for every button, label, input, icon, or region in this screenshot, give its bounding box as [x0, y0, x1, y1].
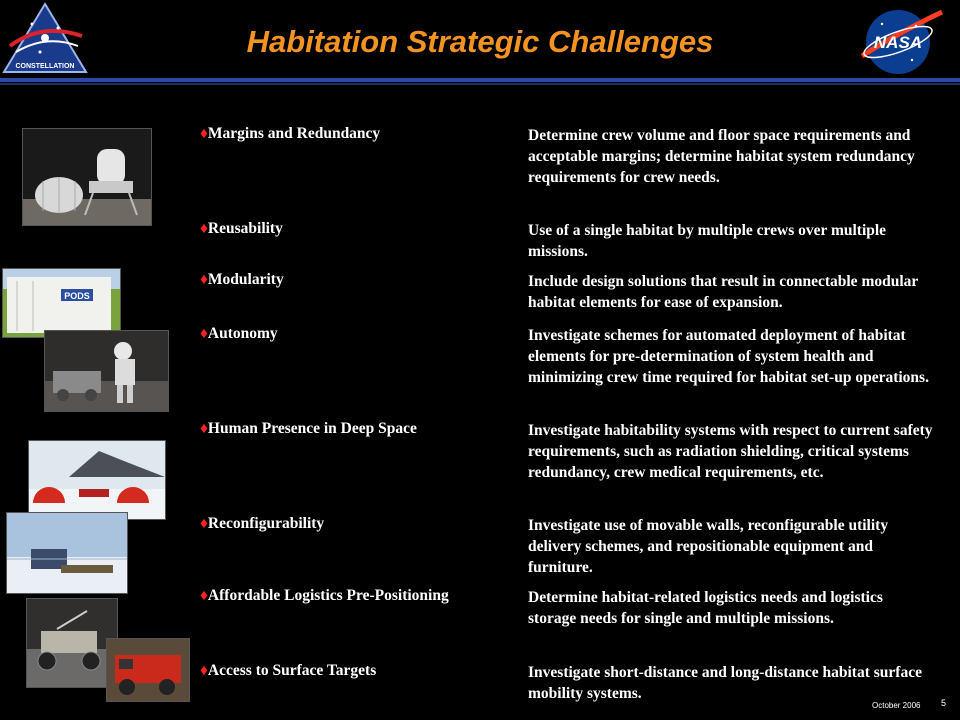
challenge-label	[200, 515, 324, 533]
diamond-bullet-icon: ♦	[200, 587, 208, 604]
photo-antarctic-red-domes	[28, 440, 166, 520]
challenge-label-text: Access to Surface Targets	[207, 662, 377, 679]
photo-lunar-rover	[26, 598, 118, 688]
diamond-bullet-icon: ♦	[200, 662, 208, 679]
challenge-label	[200, 662, 376, 680]
challenge-label	[200, 420, 417, 438]
challenge-label	[200, 325, 278, 343]
challenge-label	[200, 125, 380, 143]
challenge-label-text: Human Presence in Deep Space	[207, 420, 417, 437]
challenge-label	[200, 587, 449, 605]
photo-polar-station	[6, 512, 128, 594]
diamond-bullet-icon: ♦	[200, 271, 208, 288]
challenge-label-text: Modularity	[207, 271, 284, 288]
challenge-label-text: Affordable Logistics Pre-Positioning	[207, 587, 449, 604]
page-number: 5	[941, 698, 947, 708]
challenge-description: Investigate use of movable walls, reconfigurable utility delivery schemes, and repositionable equipment and furniture.	[528, 517, 889, 576]
challenge-description: Use of a single habitat by multiple crews over multiple missions.	[528, 222, 887, 260]
challenge-description: Determine crew volume and floor space requirements and acceptable margins; determine habitat system redundancy requirements for crew needs.	[528, 127, 915, 186]
nasa-logo-text: NASA	[873, 33, 923, 52]
diamond-bullet-icon: ♦	[200, 125, 208, 142]
challenge-description: Include design solutions that result in connectable modular habitat elements for ease of expansion.	[528, 273, 918, 311]
photo-red-vehicle	[106, 638, 190, 702]
challenge-label	[200, 220, 283, 238]
challenge-label-text: Margins and Redundancy	[207, 125, 381, 142]
challenge-description: Investigate schemes for automated deployment of habitat elements for pre-determination of system health and minimizing crew time required for habitat set-up operations.	[528, 327, 929, 386]
header-divider-shadow	[0, 83, 960, 85]
diamond-bullet-icon: ♦	[200, 220, 208, 237]
diamond-bullet-icon: ♦	[200, 325, 208, 342]
diamond-bullet-icon: ♦	[200, 420, 208, 437]
challenge-description: Investigate habitability systems with respect to current safety requirements, such as radiation shielding, critical systems redundancy, crew medical requirements, etc.	[528, 422, 933, 481]
footer-date: October 2006	[872, 701, 921, 710]
challenge-description: Investigate short-distance and long-distance habitat surface mobility systems.	[528, 664, 922, 702]
photo-inflatable-habitat	[22, 128, 152, 226]
photo-astronaut-rover	[44, 330, 169, 412]
challenge-label-text: Reconfigurability	[207, 515, 325, 532]
diamond-bullet-icon: ♦	[200, 515, 208, 532]
challenge-description: Determine habitat-related logistics needs and logistics storage needs for single and multiple missions.	[528, 589, 883, 627]
pods-sign-text: PODS	[64, 291, 90, 301]
page-title: Habitation Strategic Challenges	[246, 24, 714, 59]
challenge-label-text: Reusability	[207, 220, 283, 237]
photo-pods-container	[2, 268, 121, 338]
challenge-label	[200, 271, 284, 289]
challenge-label-text: Autonomy	[207, 325, 278, 342]
nasa-logo	[856, 4, 944, 78]
constellation-logo-text: CONSTELLATION	[15, 63, 75, 70]
header-divider	[0, 78, 960, 82]
